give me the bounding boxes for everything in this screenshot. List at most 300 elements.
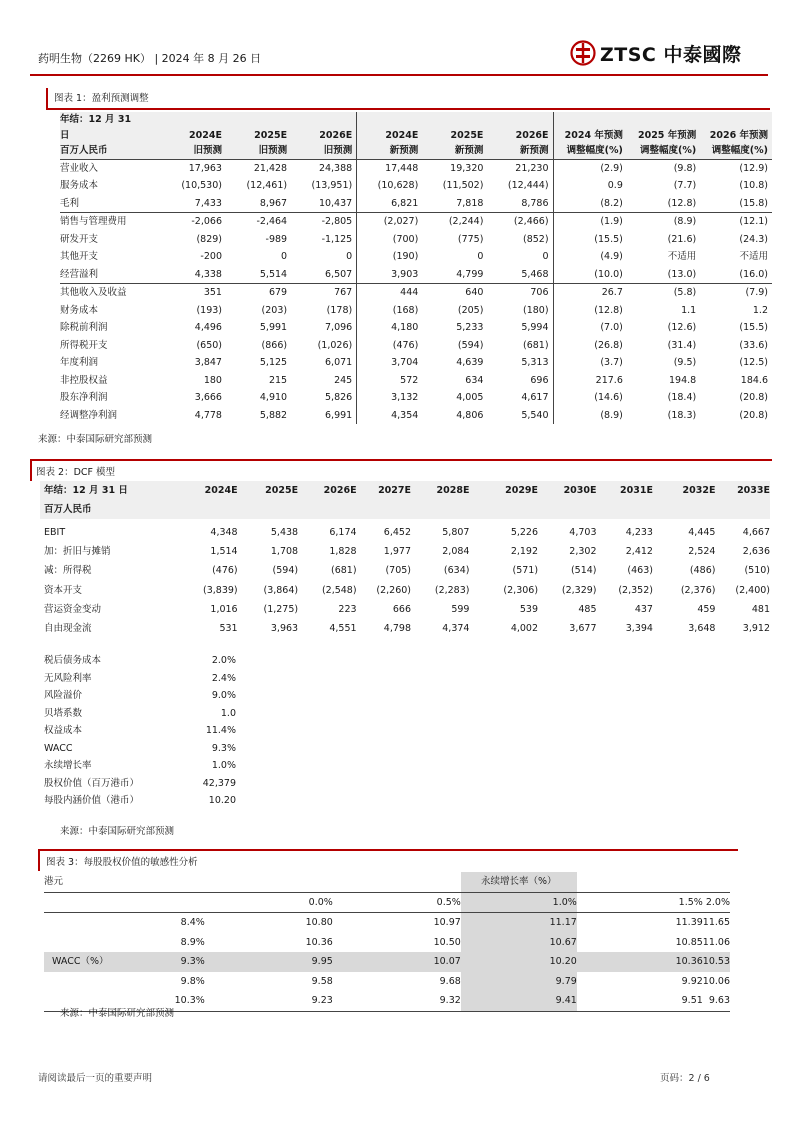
column-header xyxy=(653,500,716,519)
table-cell: 5,125 xyxy=(259,357,288,368)
table-cell: -989 xyxy=(265,233,288,245)
table-cell: 4,799 xyxy=(456,268,484,280)
parameter-label: 每股内涵价值（港币） xyxy=(44,795,140,806)
table-cell: (24.3) xyxy=(739,233,768,245)
table-row xyxy=(60,177,772,195)
sensitivity-cell: 10.67 xyxy=(461,933,577,953)
table-cell: (700) xyxy=(392,233,419,245)
table-cell: 2,524 xyxy=(688,546,716,558)
table-cell: 2,412 xyxy=(625,546,653,558)
table-cell: (514) xyxy=(570,565,597,577)
sensitivity-cell: 10.80 xyxy=(305,917,333,928)
fig1-header-row xyxy=(60,143,772,159)
table-row xyxy=(60,159,772,177)
table-cell: (681) xyxy=(331,565,357,577)
table-cell: 7,818 xyxy=(456,197,484,209)
table-cell: 17,963 xyxy=(161,159,226,177)
row-label: 资本开支 xyxy=(44,584,83,596)
parameter-value: 2.0% xyxy=(211,655,236,666)
table-cell: (2,244) xyxy=(422,213,487,231)
table-cell: (190) xyxy=(392,251,419,262)
table-cell: (2,306) xyxy=(503,584,539,596)
table-cell: 539 xyxy=(519,603,539,615)
fig3-title-rule xyxy=(38,849,738,851)
parameter-value: 10.20 xyxy=(208,795,236,806)
parameter-row xyxy=(40,652,236,670)
table-cell: 444 xyxy=(357,284,423,302)
table-cell: (12,461) xyxy=(246,180,288,191)
table-cell: (10,530) xyxy=(181,180,222,191)
table-cell: 679 xyxy=(226,284,291,302)
table-row xyxy=(60,389,772,407)
sensitivity-cell: 10.97 xyxy=(433,917,461,928)
column-header: 2032E xyxy=(653,481,716,500)
table-cell: 5,994 xyxy=(487,319,553,337)
table-cell: 1,016 xyxy=(210,603,238,615)
table-cell: 3,666 xyxy=(194,392,222,403)
table-cell: (15.5) xyxy=(594,233,623,245)
table-cell: (5.8) xyxy=(627,284,700,302)
fig3-title: 图表 3：每股股权价值的敏感性分析 xyxy=(46,857,198,868)
table-cell: 437 xyxy=(634,603,653,615)
table-cell: (476) xyxy=(212,565,238,577)
column-header: 新预测 xyxy=(422,143,487,159)
table-cell: 4,180 xyxy=(391,322,419,333)
column-header: 2026 年预测 xyxy=(700,128,772,144)
table-cell: (20.8) xyxy=(739,392,768,403)
fig2-header-row xyxy=(40,481,770,500)
table-cell: 4,778 xyxy=(194,409,222,421)
table-row xyxy=(60,302,772,320)
footer-page-number: 页码：2 / 6 xyxy=(660,1073,710,1084)
column-header: 2024E xyxy=(185,481,237,500)
table-row xyxy=(40,581,770,600)
column-header xyxy=(411,500,469,519)
sensitivity-cell: 11.65 xyxy=(702,917,730,928)
table-cell: 4,445 xyxy=(688,527,716,538)
table-cell: 5,226 xyxy=(510,527,539,538)
table-cell: 767 xyxy=(291,284,357,302)
table-cell: 24,388 xyxy=(291,159,357,177)
fig1-source: 来源：中泰国际研究部预测 xyxy=(38,434,153,445)
table-cell: (8.9) xyxy=(627,213,700,231)
parameter-value: 1.0% xyxy=(211,760,236,771)
sensitivity-cell: 10.50 xyxy=(433,936,461,948)
table-cell: 1,828 xyxy=(329,546,357,558)
sensitivity-cell: 9.63 xyxy=(703,991,730,1011)
table-cell: (3,864) xyxy=(263,584,299,596)
column-header: 2031E xyxy=(597,481,653,500)
table-cell: 4,667 xyxy=(742,527,770,538)
table-cell: (180) xyxy=(487,302,553,320)
fig2-accent-bar xyxy=(30,459,32,481)
table-cell: (2,466) xyxy=(487,213,553,231)
row-header: 年结：12 月 31 日 xyxy=(40,481,185,500)
table-cell: (2,260) xyxy=(376,584,411,596)
column-header: 2027E xyxy=(357,481,411,500)
column-header xyxy=(469,500,538,519)
table-cell: 245 xyxy=(291,372,357,390)
footer-disclaimer: 请阅读最后一页的重要声明 xyxy=(38,1073,153,1084)
sensitivity-cell: 9.32 xyxy=(333,991,461,1011)
table-cell: (2,548) xyxy=(321,584,357,596)
table-cell: -2,066 xyxy=(161,213,226,231)
table-cell: 4,233 xyxy=(625,527,653,538)
table-cell: (26.8) xyxy=(594,339,623,351)
table-cell: (13.0) xyxy=(667,268,697,280)
sensitivity-row xyxy=(44,913,730,933)
column-header: 旧预测 xyxy=(226,143,291,159)
sensitivity-row xyxy=(44,933,730,953)
row-label: 所得税开支 xyxy=(60,339,108,351)
table-cell: 3,394 xyxy=(625,623,653,635)
sensitivity-cell: 11.06 xyxy=(702,936,730,948)
table-cell: (18.3) xyxy=(667,409,697,421)
blank-cell xyxy=(142,872,205,892)
table-cell: (168) xyxy=(392,304,419,316)
table-cell: (12.8) xyxy=(667,197,697,209)
blank-cell xyxy=(205,872,333,892)
table-cell: 3,677 xyxy=(569,623,597,635)
row-label: 经调整净利润 xyxy=(60,409,118,421)
blank-cell xyxy=(44,933,142,953)
table-row xyxy=(40,542,770,561)
table-cell: 531 xyxy=(219,623,238,635)
parameter-row xyxy=(40,722,236,740)
table-cell: 2,084 xyxy=(442,546,470,558)
table-cell: (15.8) xyxy=(739,197,768,209)
row-label: EBIT xyxy=(44,527,66,538)
table-cell: (14.6) xyxy=(594,392,623,403)
table-cell: 223 xyxy=(338,603,357,615)
column-header: 旧预测 xyxy=(291,143,357,159)
parameter-value: 9.0% xyxy=(211,690,236,701)
table-cell: -2,464 xyxy=(226,213,291,231)
parameter-value: 42,379 xyxy=(202,777,236,789)
table-cell: (2.9) xyxy=(553,159,627,177)
parameter-row xyxy=(40,792,236,810)
growth-rate-value: 0.0% xyxy=(205,892,333,913)
blank-cell xyxy=(333,872,461,892)
column-header xyxy=(226,112,291,128)
table-cell: (852) xyxy=(487,231,553,249)
table-row xyxy=(60,266,772,284)
table-cell: 4,798 xyxy=(383,623,411,635)
table-cell: (8.2) xyxy=(600,197,623,209)
table-cell: 2,302 xyxy=(569,546,597,558)
sensitivity-cell: 10.07 xyxy=(333,952,461,972)
parameter-value: 2.4% xyxy=(211,672,236,684)
table-cell: (16.0) xyxy=(739,268,768,280)
wacc-value: 9.3% xyxy=(142,952,205,972)
table-cell: (2,400) xyxy=(735,584,770,596)
sensitivity-table xyxy=(44,872,730,1012)
table-row xyxy=(60,231,772,249)
column-header: 2024 年预测 xyxy=(553,128,627,144)
table-cell: (33.6) xyxy=(739,339,768,351)
table-cell: (7.9) xyxy=(700,284,772,302)
table-cell: (866) xyxy=(261,339,288,351)
column-header xyxy=(597,500,653,519)
table-cell: (510) xyxy=(744,565,770,577)
row-label: 自由现金流 xyxy=(44,623,92,635)
table-row xyxy=(60,337,772,355)
parameter-value: 11.4% xyxy=(205,725,236,736)
table-cell: (829) xyxy=(196,233,222,245)
table-cell: (594) xyxy=(457,339,484,351)
column-header: 2025E xyxy=(422,128,487,144)
table-row xyxy=(60,372,772,390)
sensitivity-cell: 10.85 xyxy=(675,936,703,948)
table-cell: 4,338 xyxy=(194,268,222,280)
table-cell: (31.4) xyxy=(667,339,697,351)
growth-rate-value: 1.0% xyxy=(461,892,577,913)
table-cell: (11,502) xyxy=(442,180,484,191)
parameter-value: 9.3% xyxy=(211,742,236,754)
table-cell: 0 xyxy=(291,248,357,266)
table-cell: 5,233 xyxy=(456,322,484,333)
column-header: 新预测 xyxy=(357,143,423,159)
column-header: 2026E xyxy=(291,128,357,144)
table-cell: (10,628) xyxy=(377,180,419,191)
table-cell: (2,329) xyxy=(561,584,597,596)
table-cell: 8,967 xyxy=(259,197,288,209)
fig2-source: 来源：中泰国际研究部预测 xyxy=(60,826,175,837)
table-row xyxy=(60,319,772,337)
sensitivity-cell: 9.92 xyxy=(681,975,703,987)
table-cell: 572 xyxy=(400,374,419,386)
table-cell: (705) xyxy=(385,565,411,577)
sensitivity-cell: 11.39 xyxy=(675,917,703,928)
table-cell: 0.9 xyxy=(607,180,623,191)
table-cell: 1.2 xyxy=(752,304,768,316)
table-row xyxy=(40,523,770,542)
table-cell: 5,540 xyxy=(487,407,553,425)
row-label: 股东净利润 xyxy=(60,392,108,403)
table-cell: 1,708 xyxy=(270,546,299,558)
dcf-parameters-table xyxy=(40,652,236,810)
report-header-text: 药明生物（2269 HK） | 2024 年 8 月 26 日 xyxy=(38,52,262,65)
fig1-accent-bar xyxy=(46,88,48,110)
table-cell: 5,468 xyxy=(487,266,553,284)
column-header xyxy=(553,112,627,128)
parameter-label: 权益成本 xyxy=(44,725,83,736)
sensitivity-cell: 10.36 xyxy=(305,936,333,948)
table-cell: (7.0) xyxy=(600,322,623,333)
table-cell: 634 xyxy=(465,374,484,386)
table-cell: 3,903 xyxy=(391,268,419,280)
parameter-value: 1.0 xyxy=(220,707,236,719)
table-row xyxy=(60,248,772,266)
column-header: 2025E xyxy=(226,128,291,144)
table-cell: (10.8) xyxy=(739,180,768,191)
wacc-value: 10.3% xyxy=(142,991,205,1011)
table-cell: -200 xyxy=(200,251,222,262)
growth-rate-value: 1.5% xyxy=(577,892,703,913)
fig2-header-row xyxy=(40,500,770,519)
sensitivity-row xyxy=(44,952,730,972)
growth-rate-value: 2.0% xyxy=(703,892,730,913)
table-cell: (205) xyxy=(457,304,484,316)
unit-label: 港元 xyxy=(44,876,64,887)
column-header xyxy=(487,112,553,128)
column-header: 旧预测 xyxy=(161,143,226,159)
table-cell: 6,174 xyxy=(329,527,357,538)
sensitivity-cell: 10.06 xyxy=(702,975,730,987)
column-header: 2024E xyxy=(357,128,423,144)
fig1-title-rule xyxy=(46,108,770,110)
table-cell: 5,991 xyxy=(259,322,288,333)
column-header xyxy=(627,112,700,128)
table-cell: (571) xyxy=(512,565,539,577)
table-row xyxy=(60,284,772,302)
parameter-row xyxy=(40,775,236,793)
row-label: 除税前利润 xyxy=(60,322,108,333)
table-cell: (1,026) xyxy=(291,337,357,355)
table-cell: 4,374 xyxy=(442,623,470,635)
table-cell: 5,313 xyxy=(487,354,553,372)
blank-cell xyxy=(44,892,142,913)
table-cell: 6,452 xyxy=(383,527,411,538)
row-label: 其他收入及收益 xyxy=(60,284,161,302)
fig1-header-row xyxy=(60,128,772,144)
table-cell: 666 xyxy=(392,603,411,615)
fig2-title: 图表 2：DCF 模型 xyxy=(36,467,115,478)
table-cell: 6,991 xyxy=(291,407,357,425)
parameter-label: 贝塔系数 xyxy=(44,707,83,719)
column-header xyxy=(238,500,298,519)
table-cell: 4,005 xyxy=(456,392,484,403)
table-cell: 485 xyxy=(578,603,597,615)
table-cell: 1,514 xyxy=(210,546,238,558)
sensitivity-cell: 10.53 xyxy=(703,952,730,972)
fig2-title-rule xyxy=(30,459,772,461)
table-cell: (650) xyxy=(196,339,222,351)
table-cell: 5,807 xyxy=(442,527,470,538)
table-cell: 4,806 xyxy=(456,409,484,421)
column-header: 新预测 xyxy=(487,143,553,159)
table-cell: 5,882 xyxy=(259,409,288,421)
table-cell: (463) xyxy=(627,565,653,577)
table-cell: 7,096 xyxy=(291,319,357,337)
table-row xyxy=(60,407,772,425)
column-header: 调整幅度(%) xyxy=(553,143,627,159)
table-cell: 6,071 xyxy=(291,354,357,372)
table-cell: 17,448 xyxy=(357,159,423,177)
row-label: 年度利润 xyxy=(60,357,99,368)
table-cell: (1.9) xyxy=(553,213,627,231)
blank-cell xyxy=(142,892,205,913)
table-cell: 2,192 xyxy=(510,546,539,558)
row-label: 营业收入 xyxy=(60,159,161,177)
table-cell: 5,826 xyxy=(291,389,357,407)
column-header xyxy=(422,112,487,128)
column-header xyxy=(715,500,770,519)
table-cell: 0 xyxy=(477,251,484,262)
table-cell: (12,444) xyxy=(487,177,553,195)
table-cell: 184.6 xyxy=(740,374,768,386)
table-cell: -2,805 xyxy=(291,213,357,231)
table-cell: 3,648 xyxy=(688,623,716,635)
table-cell: (681) xyxy=(487,337,553,355)
table-cell: (12.1) xyxy=(700,213,772,231)
wacc-value: 9.8% xyxy=(180,975,205,987)
table-cell: (12.9) xyxy=(700,159,772,177)
table-cell: 26.7 xyxy=(553,284,627,302)
column-header: 2026E xyxy=(487,128,553,144)
table-cell: (10.0) xyxy=(594,268,623,280)
table-cell: 4,348 xyxy=(210,527,238,538)
table-cell: (2,027) xyxy=(357,213,423,231)
column-header: 2030E xyxy=(538,481,596,500)
table-cell: (634) xyxy=(443,565,470,577)
sensitivity-cell: 9.41 xyxy=(461,991,577,1011)
column-header: 2025 年预测 xyxy=(627,128,700,144)
table-row xyxy=(60,195,772,213)
row-label: 营运资金变动 xyxy=(44,603,102,615)
row-header: 百万人民币 xyxy=(40,500,185,519)
table-cell: 459 xyxy=(697,603,716,615)
table-cell: 1.1 xyxy=(681,304,697,316)
table-cell: 19,320 xyxy=(422,159,487,177)
column-header xyxy=(700,112,772,128)
table-cell: (193) xyxy=(196,304,222,316)
column-header: 2033E xyxy=(715,481,770,500)
fig1-title: 图表 1：盈利预测调整 xyxy=(54,93,149,104)
table-cell: 481 xyxy=(751,603,770,615)
table-cell: 0 xyxy=(487,248,553,266)
table-cell: (4.9) xyxy=(600,251,623,262)
table-cell: (594) xyxy=(272,565,299,577)
blank-cell xyxy=(44,913,142,933)
table-cell: 3,963 xyxy=(270,623,299,635)
table-cell: (2,352) xyxy=(618,584,653,596)
table-cell: (20.8) xyxy=(739,409,768,421)
company-logo xyxy=(570,38,741,68)
logo-wordmark: ZTSC 中泰國際 xyxy=(600,43,742,66)
table-row xyxy=(40,619,770,638)
column-header xyxy=(291,112,357,128)
sensitivity-cell: 9.95 xyxy=(205,952,333,972)
wacc-value: 8.9% xyxy=(180,936,205,948)
column-header xyxy=(298,500,356,519)
table-cell: 不适用 xyxy=(667,251,697,262)
column-header xyxy=(357,500,411,519)
column-header xyxy=(185,500,237,519)
table-cell: 21,428 xyxy=(226,159,291,177)
parameter-label: WACC xyxy=(44,742,73,754)
fig1-header-row xyxy=(60,112,772,128)
parameter-label: 风险溢价 xyxy=(44,690,83,701)
table-cell: 2,636 xyxy=(742,546,770,558)
table-cell: -1,125 xyxy=(291,231,357,249)
table-cell: 217.6 xyxy=(595,374,623,386)
growth-rate-value: 0.5% xyxy=(333,892,461,913)
parameter-label: 股权价值（百万港币） xyxy=(44,777,140,789)
table-cell: 7,433 xyxy=(194,197,222,209)
column-header xyxy=(357,112,423,128)
table-cell: (9.5) xyxy=(673,357,697,368)
row-label: 销售与管理费用 xyxy=(60,213,161,231)
sensitivity-cell: 9.68 xyxy=(439,975,461,987)
table-cell: (476) xyxy=(392,339,419,351)
table-row xyxy=(60,354,772,372)
table-cell: 4,617 xyxy=(487,389,553,407)
row-header: 年结：12 月 31 xyxy=(60,112,161,128)
row-label: 加：折旧与摊销 xyxy=(44,546,111,558)
table-cell: (7.7) xyxy=(673,180,697,191)
table-cell: (13,951) xyxy=(291,177,357,195)
